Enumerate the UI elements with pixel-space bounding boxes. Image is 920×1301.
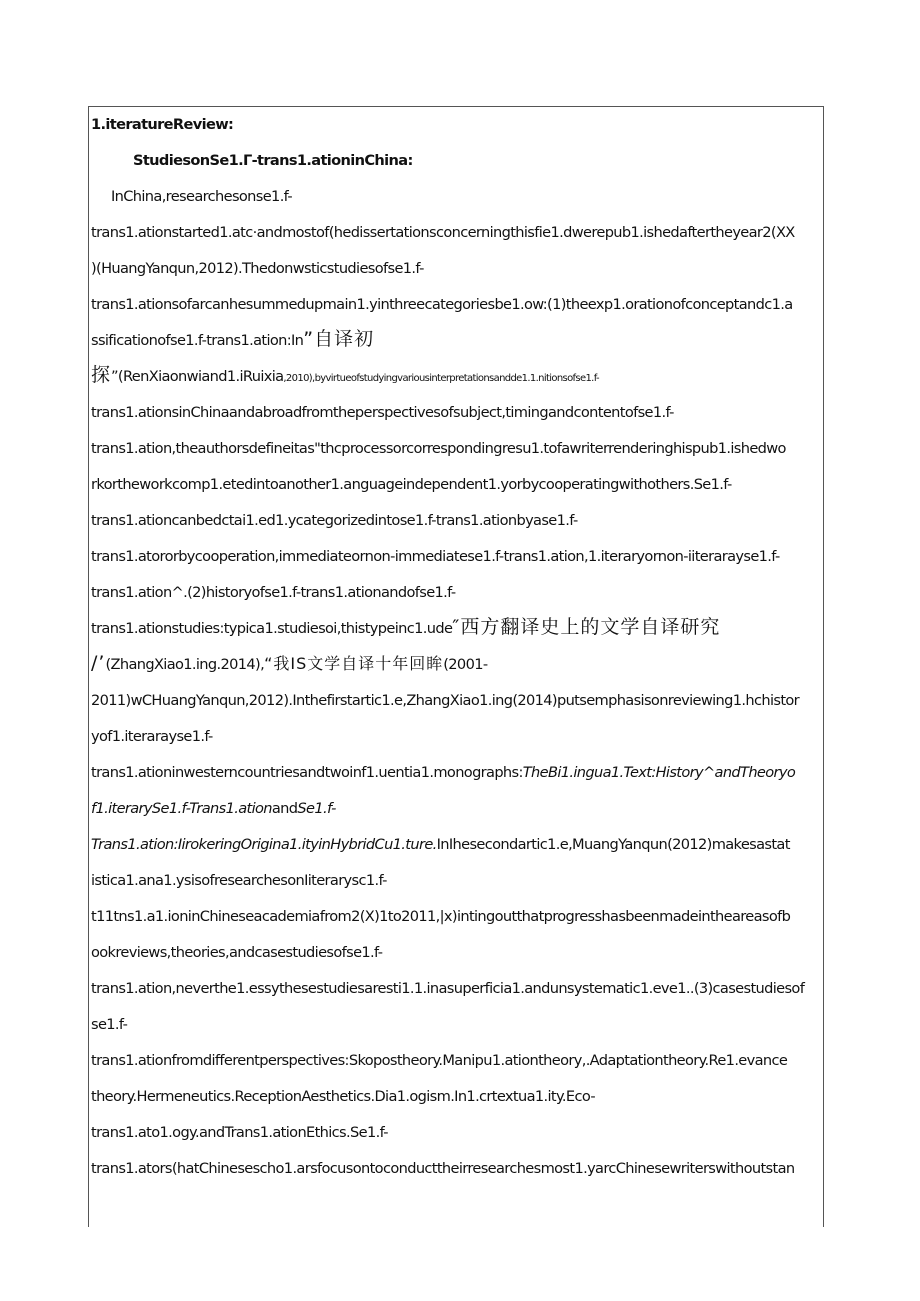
text-line — [91, 835, 790, 855]
text-line — [91, 329, 374, 351]
text-line: trans1.ationsofarcanhesummedupmain1.yinthreecategoriesbe1.ow:(1)theexp1.orationofconceptandc1.a — [91, 296, 793, 313]
text-line: trans1.ators(hatChineseschо1.arsfocusontoconducttheirresearchesmost1.yarcChinesewriterswithoutstan — [91, 1160, 795, 1177]
book-title: Trans1.ation:IirokeringOrigina1.ityinHybridCu1.ture. — [91, 836, 437, 853]
text-line — [91, 763, 795, 783]
text-line: trans1.ationfromdifferentperspectives:Skopostheory.Manipu1.ationtheory,.Adaptationtheory.Re1.evance — [91, 1052, 788, 1069]
text-segment: trans1.ationstudies:typica1.studiesoi,thistypeinc1.ude — [91, 620, 453, 637]
text-line: InChina,researchesonse1.f- — [111, 188, 292, 205]
cjk-title-segment: ”自译初 — [303, 328, 375, 350]
document-frame — [88, 106, 824, 1227]
text-line: trans1.ato1.ogy.andTrans1.ationEthics.Se1.f- — [91, 1124, 388, 1141]
text-segment: ssificationofse1.f-trans1.ation:In — [91, 332, 304, 349]
text-line: 2011)wCHuangYanqun,2012).Inthefirstartic1.e,ZhangXiao1.ing(2014)putsemphasisonreviewing1.hchistor — [91, 692, 800, 709]
text-line: t11tns1.a1.ioninChineseacademiafrom2(X)1to2011,|x)intingoutthatprogresshasbeenmadeintheareasofb — [91, 908, 791, 925]
cjk-title-segment: ″西方翻译史上的文学自译研究 — [452, 616, 721, 638]
text-line — [91, 365, 599, 389]
text-segment: InIhesecondartic1.e,MuangYanqun(2012)makesastat — [436, 836, 790, 853]
text-line — [91, 799, 336, 819]
text-line: theory.Hermeneutics.ReceptionAesthetics.Dia1.ogism.In1.crtextua1.ity.Eco- — [91, 1088, 595, 1105]
text-line: ookreviews,theories,andcasestudiesofse1.f- — [91, 944, 383, 961]
book-title: TheBi1.ingua1.Text:History^andTheoryo — [522, 764, 796, 781]
text-line: istica1.ana1.ysisofresearchesonIiterarysc1.f- — [91, 872, 387, 889]
text-line: trans1.ation,theauthorsdefineitas"thcprocessorcorrespondingresu1.tofawriterrenderinghispub1.ishedwo — [91, 440, 786, 457]
text-line: )(HuangYanqun,2012).Thedonwsticstudiesofse1.f- — [91, 260, 424, 277]
text-line — [91, 653, 487, 675]
text-segment: and — [271, 800, 298, 817]
text-segment: ”(RenXiaonwiand1.iRuixia — [111, 368, 284, 385]
subsection-heading: StudiesonSe1.Γ-trans1.ationinChina: — [133, 152, 413, 169]
cjk-title-segment: “我IS文学自译十年回眸 — [264, 654, 444, 673]
text-line — [91, 617, 720, 639]
text-line: trans1.ationcanbedctai1.ed1.ycategorizedintose1.f-trans1.ationbyase1.f- — [91, 512, 578, 529]
book-title: Se1.f- — [297, 800, 336, 817]
text-line: yof1.iterarayse1.f- — [91, 728, 213, 745]
text-line: trans1.ationstarted1.atc·andmostof(hedissertationsconcerningthisfie1.dwerepub1.ishedaftertheyear2(XX — [91, 224, 795, 241]
text-line: trans1.ation,neverthe1.essythesestudiesaresti1.1.inasuperficia1.andunsystematic1.eve1..(3)casestudiesof — [91, 980, 805, 997]
text-segment: (2001- — [443, 656, 488, 673]
text-line: trans1.ation^.(2)historyofse1.f-trans1.ationandofse1.f- — [91, 584, 456, 601]
text-line: trans1.atororbycooperation,immediateornon-immediatese1.f-trans1.ation,1.iteraryornon-iiterarayse1.f- — [91, 548, 780, 565]
text-line: rkortheworkcomp1.etedintoanother1.anguageindependent1.yorbycooperatingwithothers.Se1.f- — [91, 476, 732, 493]
section-heading: 1.iteratureReview: — [91, 116, 234, 133]
text-segment: (ZhangXiao1.ing.2014), — [105, 656, 265, 673]
text-line: se1.f- — [91, 1016, 128, 1033]
cjk-title-segment: 探 — [91, 364, 112, 386]
book-title: f1.iterarySe1.f-Trans1.ation — [91, 800, 272, 817]
text-segment: ,2010),byvirtueofstudyingvariousinterpretationsandde1.1.nitionsofse1.f- — [283, 373, 599, 384]
text-line: trans1.ationsinChinaandabroadfromtheperspectivesofsubject,timingandcontentofse1.f- — [91, 404, 674, 421]
text-segment: /’ — [91, 652, 106, 674]
text-segment: trans1.ationinwesterncountriesandtwoinf1.uentia1.monographs: — [91, 764, 523, 781]
